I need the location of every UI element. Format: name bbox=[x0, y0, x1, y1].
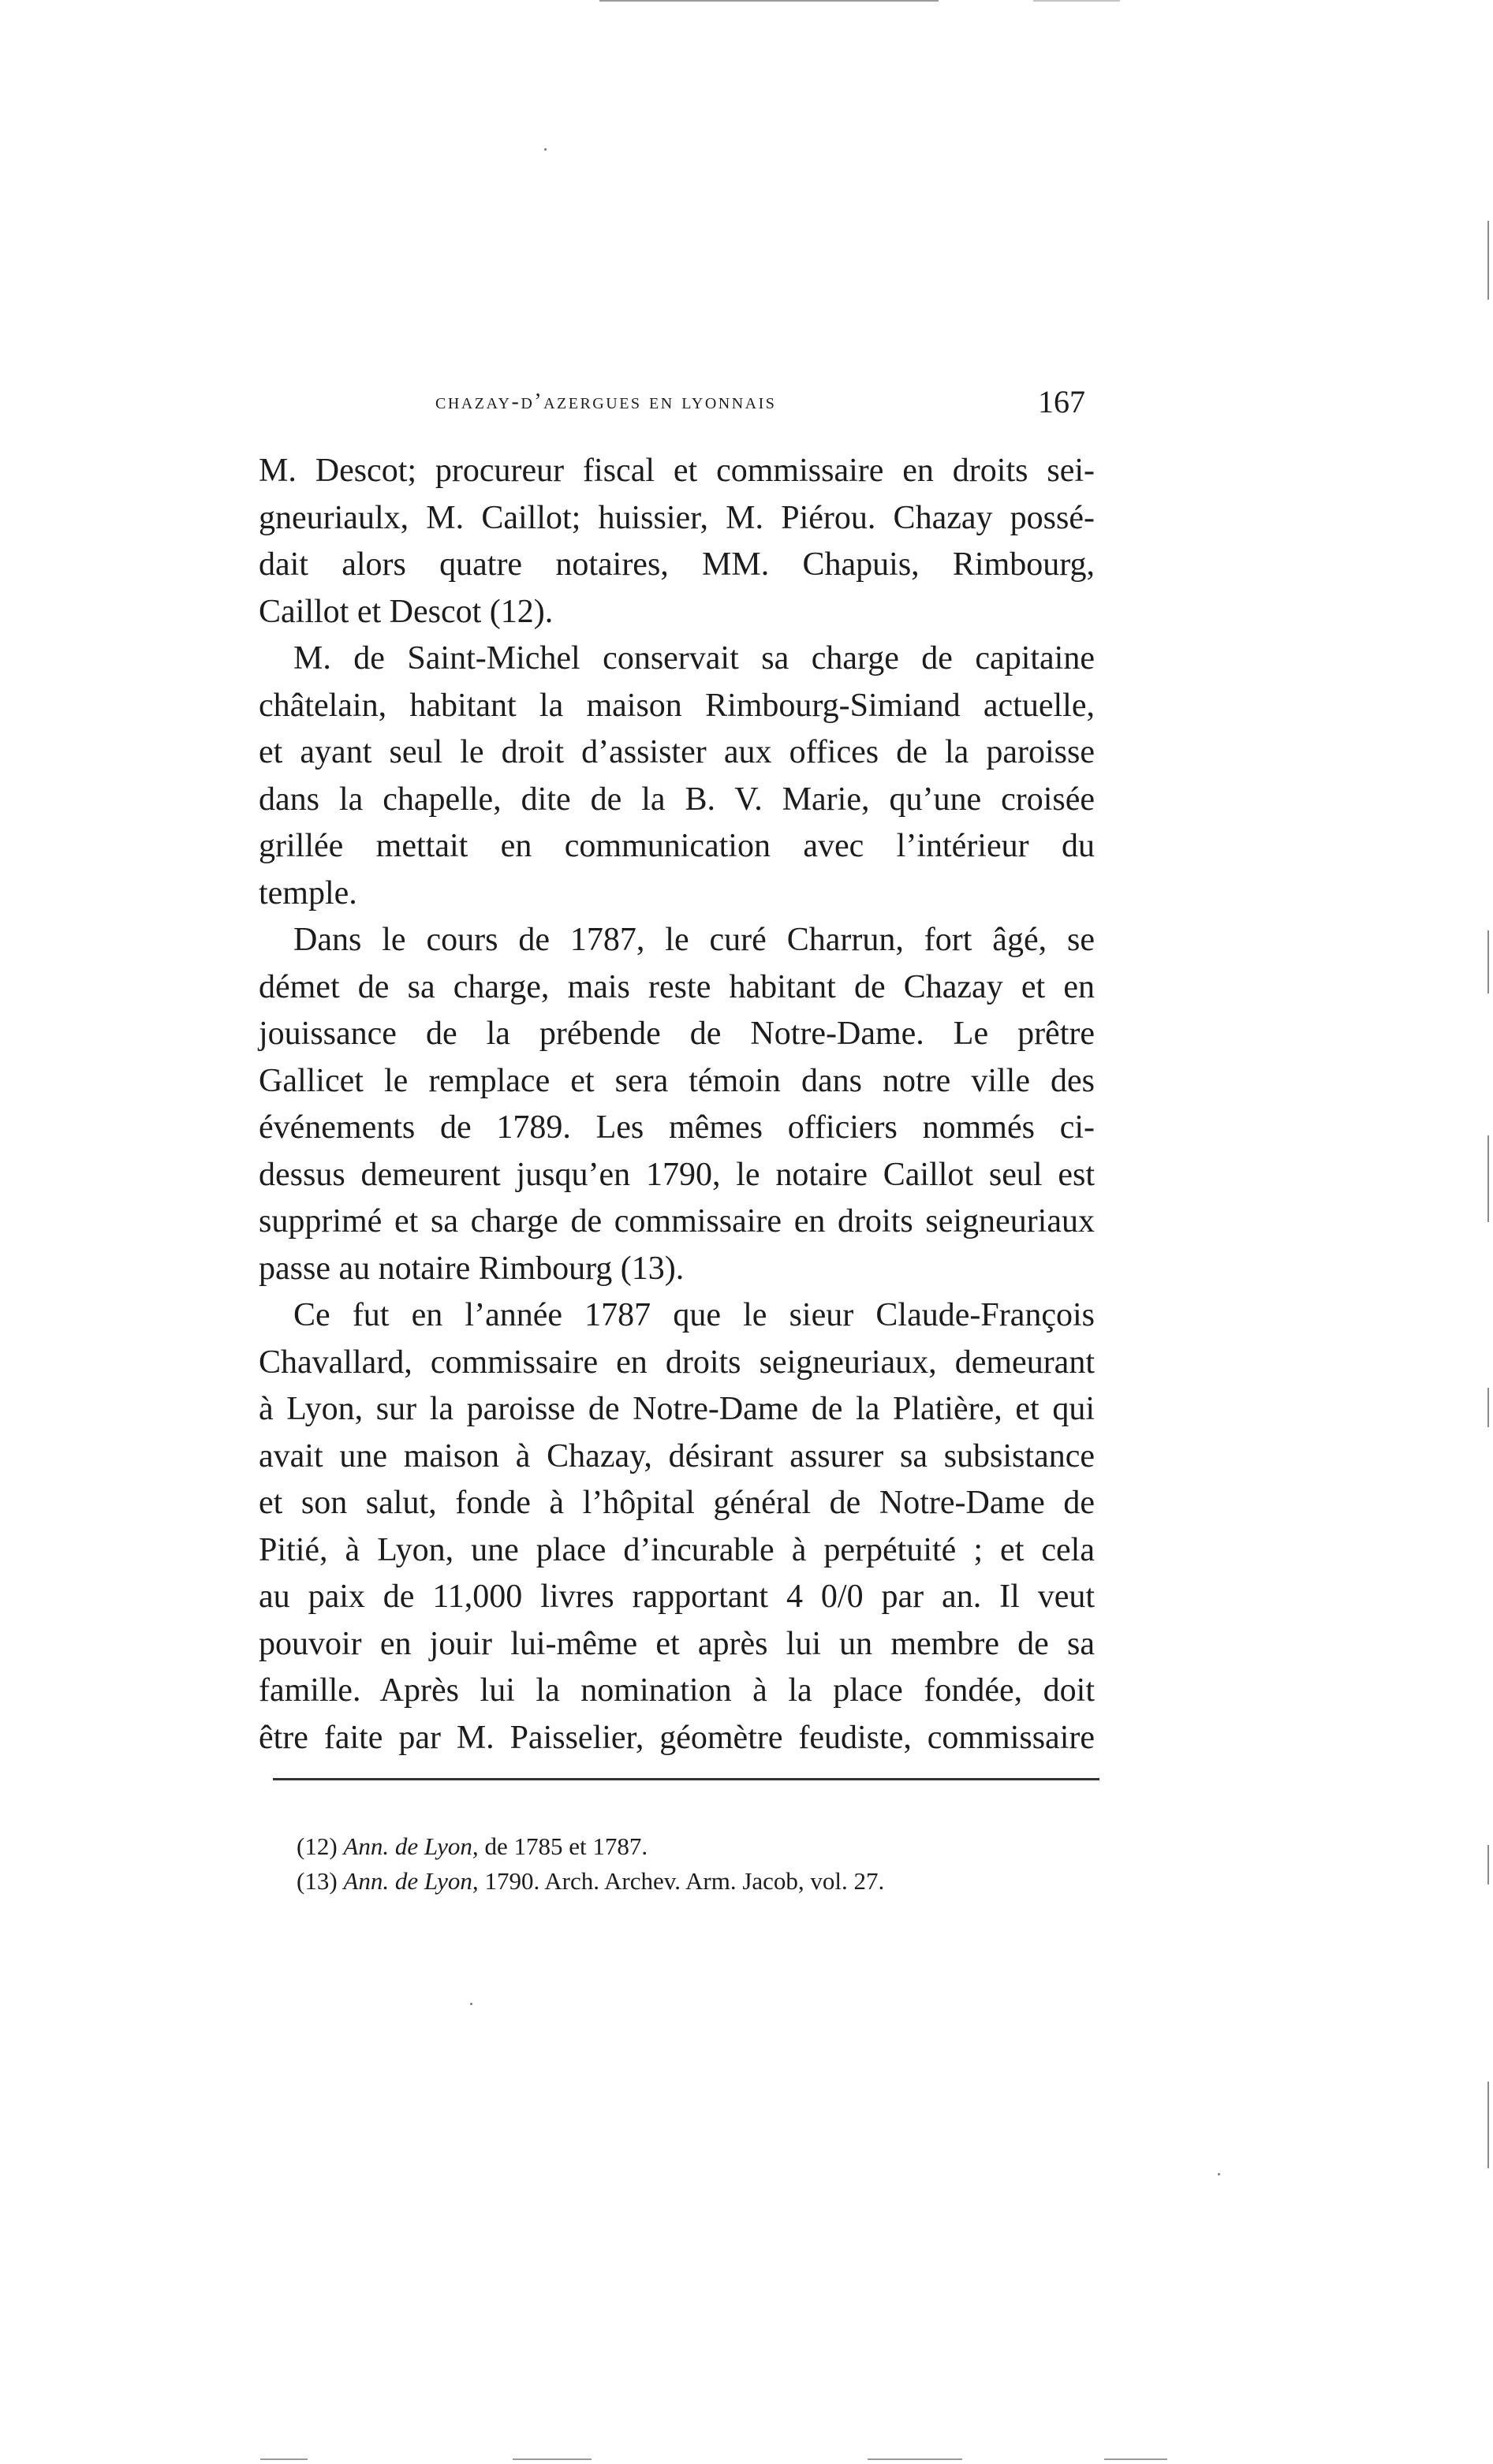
text-line: avait une maison à Chazay, désirant assurer sa subsistance bbox=[259, 1437, 1095, 1474]
body-text bbox=[259, 448, 1095, 1761]
scan-edge-mark bbox=[1487, 1845, 1489, 1884]
text-line: dans la chapelle, dite de la B. V. Marie, qu’une croisée bbox=[259, 781, 1095, 818]
text-line: grillée mettait en communication avec l’intérieur du bbox=[259, 828, 1095, 864]
footnote-text: 1790. Arch. Archev. Arm. Jacob, vol. 27. bbox=[484, 1867, 885, 1895]
scan-edge-mark bbox=[868, 2458, 962, 2460]
text-line: gneuriaulx, M. Caillot; huissier, M. Piérou. Chazay possé- bbox=[259, 499, 1095, 536]
text-line: dessus demeurent jusqu’en 1790, le notaire Caillot seul est bbox=[259, 1156, 1095, 1193]
text-line: dait alors quatre notaires, MM. Chapuis, Rimbourg, bbox=[259, 546, 1095, 583]
scan-speck bbox=[1218, 2173, 1220, 2175]
text-line: M. de Saint-Michel conservait sa charge de capitaine bbox=[293, 640, 1095, 677]
scan-edge-mark bbox=[513, 2458, 592, 2460]
footnotes bbox=[297, 1829, 1101, 1899]
text-line: et son salut, fonde à l’hôpital général de Notre-Dame de bbox=[259, 1485, 1095, 1521]
text-line: temple. bbox=[259, 874, 357, 911]
text-line: événements de 1789. Les mêmes officiers nommés ci- bbox=[259, 1109, 1095, 1146]
scan-edge-mark bbox=[1487, 930, 1489, 993]
text-line: Chavallard, commissaire en droits seigneuriaux, demeurant bbox=[259, 1344, 1095, 1381]
text-line: pouvoir en jouir lui-même et après lui un membre de sa bbox=[259, 1625, 1095, 1662]
scan-edge-mark bbox=[1487, 2082, 1489, 2168]
text-line: et ayant seul le droit d’assister aux offices de la paroisse bbox=[259, 734, 1095, 770]
text-line: Ce fut en l’année 1787 que le sieur Claude-François bbox=[293, 1297, 1095, 1333]
text-line: au paix de 11,000 livres rapportant 4 0/0 par an. Il veut bbox=[259, 1579, 1095, 1615]
scan-edge-mark bbox=[1487, 221, 1489, 300]
page-number: 167 bbox=[1038, 384, 1085, 419]
scan-speck bbox=[470, 2003, 472, 2005]
text-line: M. Descot; procureur fiscal et commissaire en droits sei- bbox=[259, 453, 1095, 489]
text-line: à Lyon, sur la paroisse de Notre-Dame de la Platière, et qui bbox=[259, 1391, 1095, 1427]
text-line: Caillot et Descot (12). bbox=[259, 593, 554, 630]
text-line: Pitié, à Lyon, une place d’incurable à perpétuité ; et cela bbox=[259, 1531, 1095, 1568]
footnote-divider bbox=[273, 1778, 1099, 1780]
scan-edge-mark bbox=[260, 2458, 308, 2460]
scan-edge-mark bbox=[1104, 2458, 1167, 2460]
footnote-mark: (13) bbox=[297, 1867, 338, 1895]
text-line: être faite par M. Paisselier, géomètre feudiste, commissaire bbox=[259, 1719, 1095, 1756]
scan-edge-mark bbox=[1487, 1388, 1489, 1427]
text-line: Dans le cours de 1787, le curé Charrun, fort âgé, se bbox=[293, 922, 1095, 958]
text-line: famille. Après lui la nomination à la place fondée, doit bbox=[259, 1672, 1095, 1709]
text-line: supprimé et sa charge de commissaire en droits seigneuriaux bbox=[259, 1203, 1095, 1239]
text-line: jouissance de la prébende de Notre-Dame. Le prêtre bbox=[259, 1016, 1095, 1052]
scan-speck bbox=[544, 148, 547, 151]
footnote bbox=[297, 1829, 1101, 1864]
footnote-source: Ann. de Lyon, bbox=[343, 1867, 479, 1895]
text-line: châtelain, habitant la maison Rimbourg-Simiand actuelle, bbox=[259, 687, 1095, 724]
footnote-source: Ann. de Lyon, bbox=[343, 1832, 479, 1860]
text-line: démet de sa charge, mais reste habitant de Chazay et en bbox=[259, 968, 1095, 1005]
text-line: Gallicet le remplace et sera témoin dans notre ville des bbox=[259, 1062, 1095, 1099]
footnote-text: de 1785 et 1787. bbox=[484, 1832, 648, 1860]
text-line: passe au notaire Rimbourg (13). bbox=[259, 1250, 685, 1287]
footnote bbox=[297, 1864, 1101, 1899]
scan-edge-mark bbox=[599, 0, 939, 2]
scan-edge-mark bbox=[1487, 1135, 1489, 1222]
running-title: chazay-d’azergues en lyonnais bbox=[435, 390, 777, 414]
running-head bbox=[259, 383, 1088, 431]
scan-edge-mark bbox=[1033, 0, 1120, 2]
footnote-mark: (12) bbox=[297, 1832, 338, 1860]
